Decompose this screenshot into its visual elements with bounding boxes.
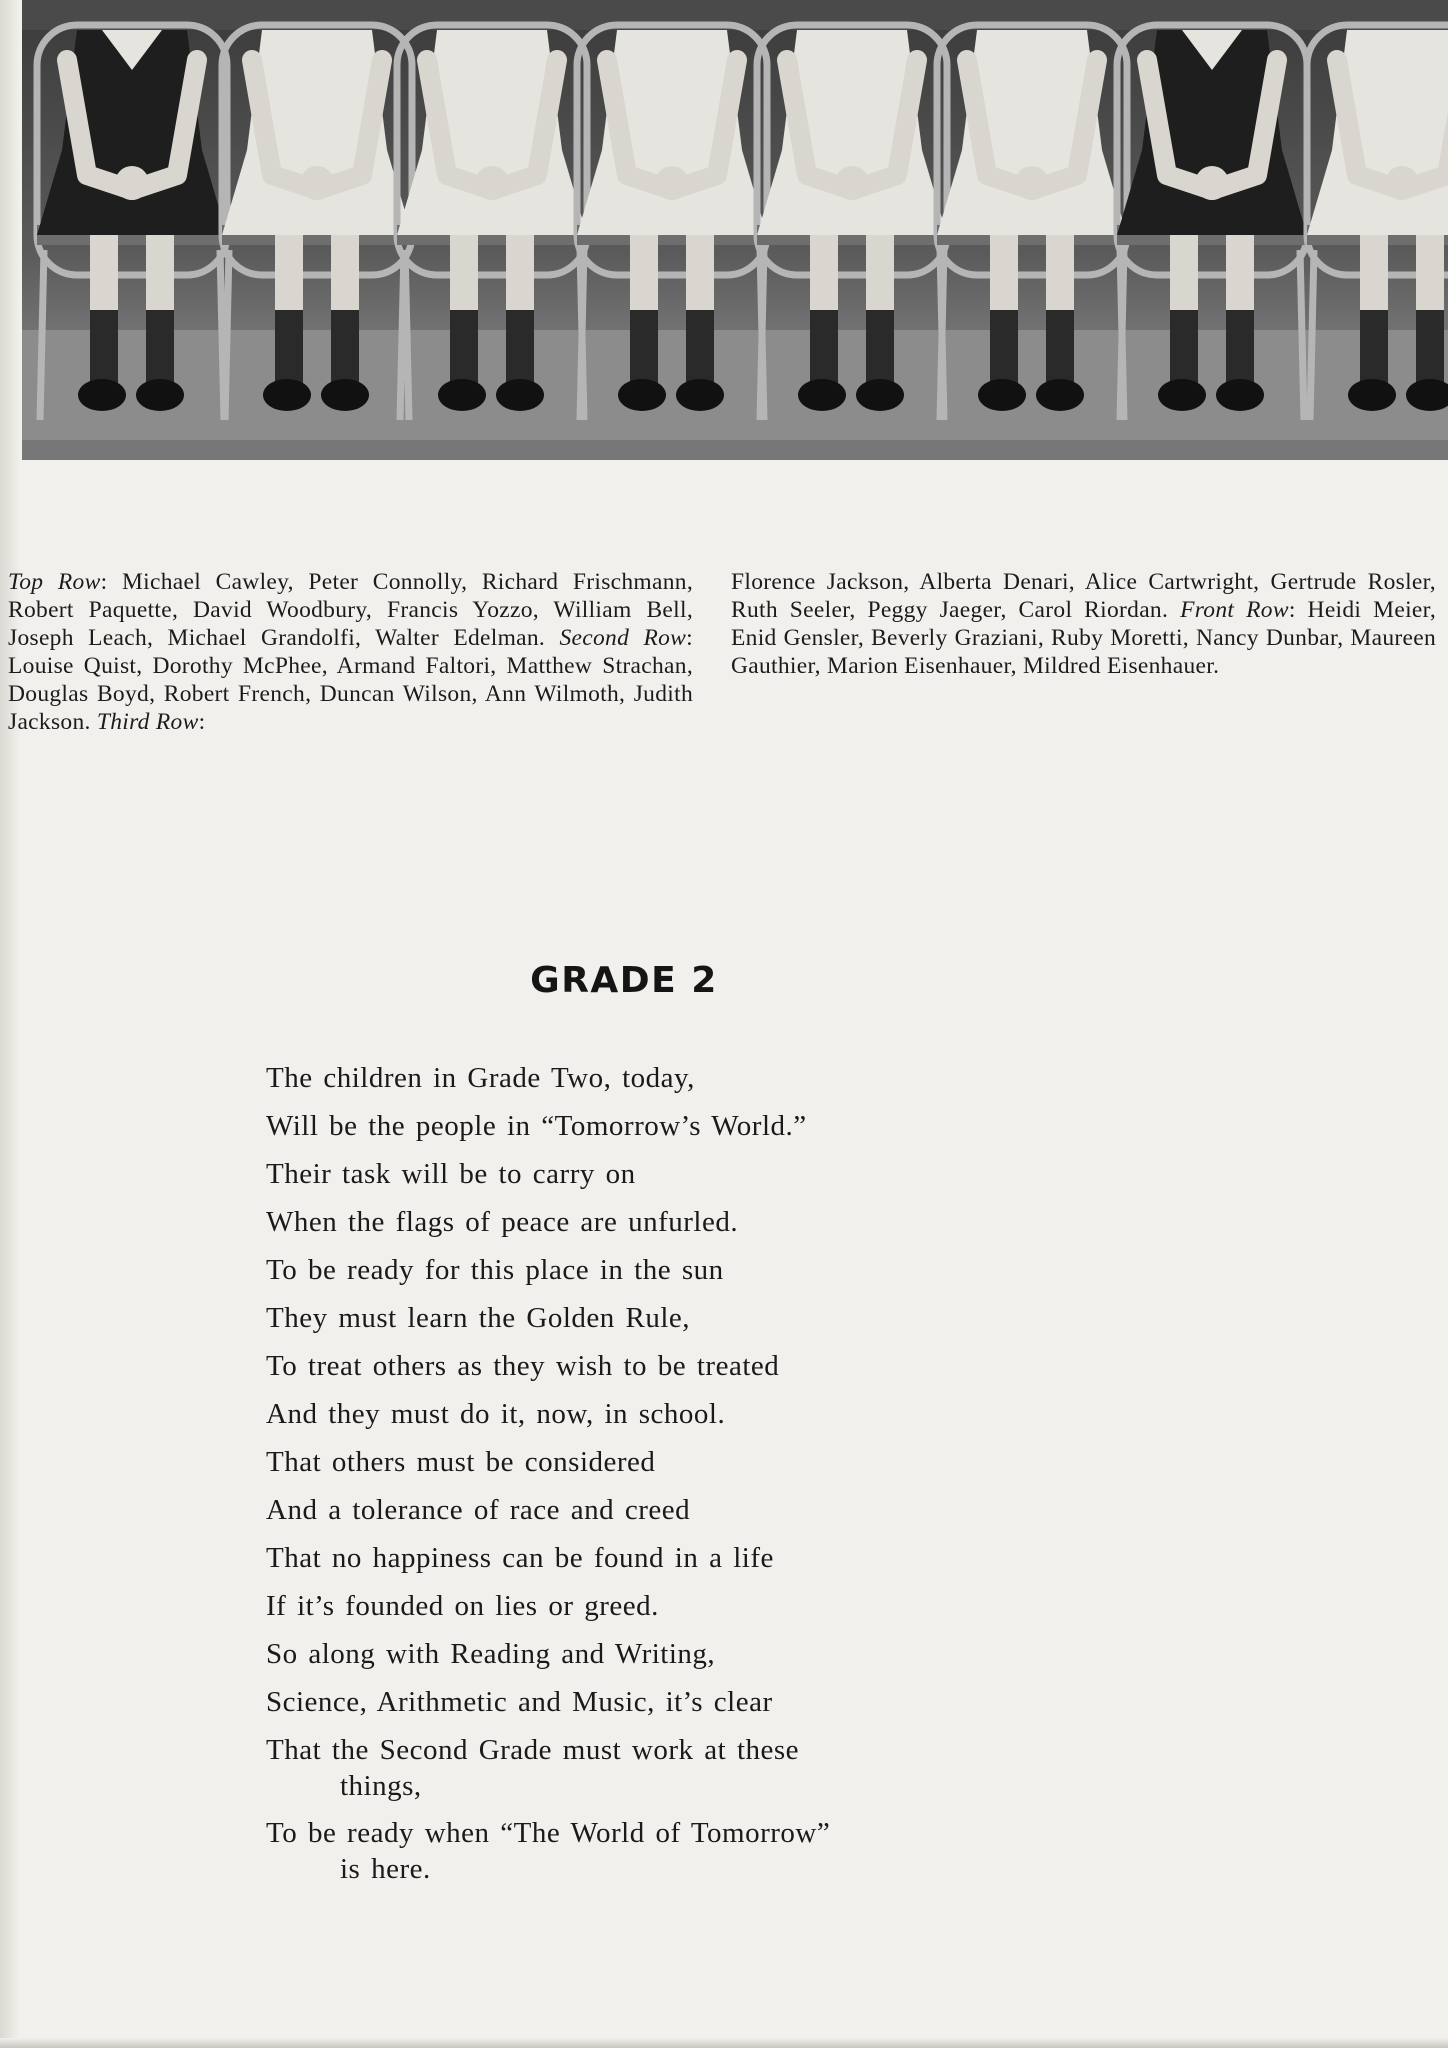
chair-leg	[580, 250, 584, 420]
child-sock	[630, 310, 658, 385]
poem-line-text: So along with Reading and Writing,	[266, 1638, 716, 1670]
poem-line	[266, 1492, 996, 1540]
row-label: Front Row	[1180, 597, 1289, 623]
class-photograph	[22, 0, 1448, 460]
poem-line-text: To be ready for this place in the sun	[266, 1254, 724, 1286]
poem-line	[266, 1588, 996, 1636]
chair-leg	[1310, 250, 1314, 420]
poem-line-text: That no happiness can be found in a life	[266, 1542, 774, 1574]
poem-line-text: To be ready when “The World of Tomorrow”	[266, 1817, 831, 1849]
child-sock	[1170, 310, 1198, 385]
child-shoe	[618, 379, 666, 411]
poem-line-text: Science, Arithmetic and Music, it’s clear	[266, 1686, 773, 1718]
poem-line-text: Their task will be to carry on	[266, 1158, 636, 1190]
poem-line-text: That the Second Grade must work at these	[266, 1734, 800, 1766]
child-sock	[866, 310, 894, 385]
row-label: Third Row	[96, 709, 199, 735]
row-label: Second Row	[559, 625, 687, 651]
child-sock	[275, 310, 303, 385]
child-sock	[331, 310, 359, 385]
child-shoe	[263, 379, 311, 411]
row-label: Top Row	[8, 569, 101, 595]
child-shoe	[78, 379, 126, 411]
child-shoe	[496, 379, 544, 411]
poem-line	[266, 1732, 986, 1804]
poem-line-text: Will be the people in “Tomorrow’s World.”	[266, 1110, 807, 1142]
child-shoe	[676, 379, 724, 411]
child-shoe	[798, 379, 846, 411]
poem-line	[266, 1204, 996, 1252]
child-shoe	[1036, 379, 1084, 411]
class-photograph-illustration	[22, 0, 1448, 460]
poem-line-text: To treat others as they wish to be treated	[266, 1350, 780, 1382]
poem-line	[266, 1348, 996, 1396]
chair-leg	[40, 250, 44, 420]
child-shoe	[1348, 379, 1396, 411]
poem-line	[266, 1396, 996, 1444]
child-sock	[450, 310, 478, 385]
child-hands	[1195, 166, 1229, 200]
page-edge-bottom	[0, 2038, 1448, 2048]
child-sock	[1046, 310, 1074, 385]
poem-line-text: They must learn the Golden Rule,	[266, 1302, 691, 1334]
child-shoe	[1216, 379, 1264, 411]
child-shoe	[438, 379, 486, 411]
caption-names: : Heidi Meier, Enid Gensler, Beverly Graziani, Ruby Moretti, Nancy Dunbar, Maureen Gauthier, Marion Eisenhauer, Mildred Eisenhauer.	[731, 597, 1437, 679]
section-heading: GRADE 2	[530, 960, 718, 1001]
poem-line	[266, 1684, 996, 1732]
child-shoe	[978, 379, 1026, 411]
poem-line-text: The children in Grade Two, today,	[266, 1062, 695, 1094]
poem-line	[266, 1156, 996, 1204]
poem-line	[266, 1636, 996, 1684]
child-hands	[475, 166, 509, 200]
child-sock	[90, 310, 118, 385]
photo-caption	[8, 568, 1436, 736]
chair-leg	[400, 250, 404, 420]
poem-line	[266, 1252, 996, 1300]
poem-line-continuation: things,	[340, 1770, 422, 1802]
poem-line	[266, 1108, 996, 1156]
chair-leg	[940, 250, 944, 420]
poem-line-continuation: is here.	[340, 1853, 431, 1885]
child-hands	[1015, 166, 1049, 200]
child-hands	[300, 166, 334, 200]
poem-line-text: And a tolerance of race and creed	[266, 1494, 691, 1526]
child-shoe	[136, 379, 184, 411]
caption-names: :	[198, 709, 206, 735]
child-shoe	[856, 379, 904, 411]
page-edge-left	[0, 0, 20, 2048]
child-sock	[1226, 310, 1254, 385]
poem-line-text: When the flags of peace are unfurled.	[266, 1206, 739, 1238]
child-hands	[655, 166, 689, 200]
poem-line	[266, 1540, 996, 1588]
child-sock	[1416, 310, 1444, 385]
child-hands	[115, 166, 149, 200]
caption-names: : Michael Cawley, Peter Connolly, Richard Frischmann, Robert Paquette, David Woodbury, Francis Yozzo, William Bell, Joseph Leach, Michael Grandolfi, Walter Edelman.	[8, 569, 694, 651]
caption-column-right	[731, 568, 1436, 736]
child-shoe	[1158, 379, 1206, 411]
caption-names: Florence Jackson, Alberta Denari, Alice Cartwright, Gertrude Rosler, Ruth Seeler, Peggy Jaeger, Carol Riordan.	[731, 569, 1436, 623]
chair-leg	[225, 250, 229, 420]
child-sock	[810, 310, 838, 385]
caption-column-left	[8, 568, 693, 736]
poem	[266, 1060, 996, 1898]
photo-bottom-band	[22, 440, 1448, 460]
child-sock	[1360, 310, 1388, 385]
child-sock	[506, 310, 534, 385]
child-sock	[686, 310, 714, 385]
child-hands	[1385, 166, 1419, 200]
poem-line	[266, 1815, 986, 1887]
chair-leg	[1120, 250, 1124, 420]
poem-line	[266, 1060, 996, 1108]
poem-line-text: And they must do it, now, in school.	[266, 1398, 726, 1430]
poem-line-text: If it’s founded on lies or greed.	[266, 1590, 659, 1622]
caption-names: : Louise Quist, Dorothy McPhee, Armand Faltori, Matthew Strachan, Douglas Boyd, Robert French, Duncan Wilson, Ann Wilmoth, Judith Jackson.	[8, 625, 693, 735]
child-sock	[146, 310, 174, 385]
child-sock	[990, 310, 1018, 385]
chair-leg	[1300, 250, 1304, 420]
chair-leg	[760, 250, 764, 420]
poem-line	[266, 1300, 996, 1348]
poem-line-text: That others must be considered	[266, 1446, 656, 1478]
poem-line	[266, 1444, 996, 1492]
child-shoe	[321, 379, 369, 411]
child-hands	[835, 166, 869, 200]
